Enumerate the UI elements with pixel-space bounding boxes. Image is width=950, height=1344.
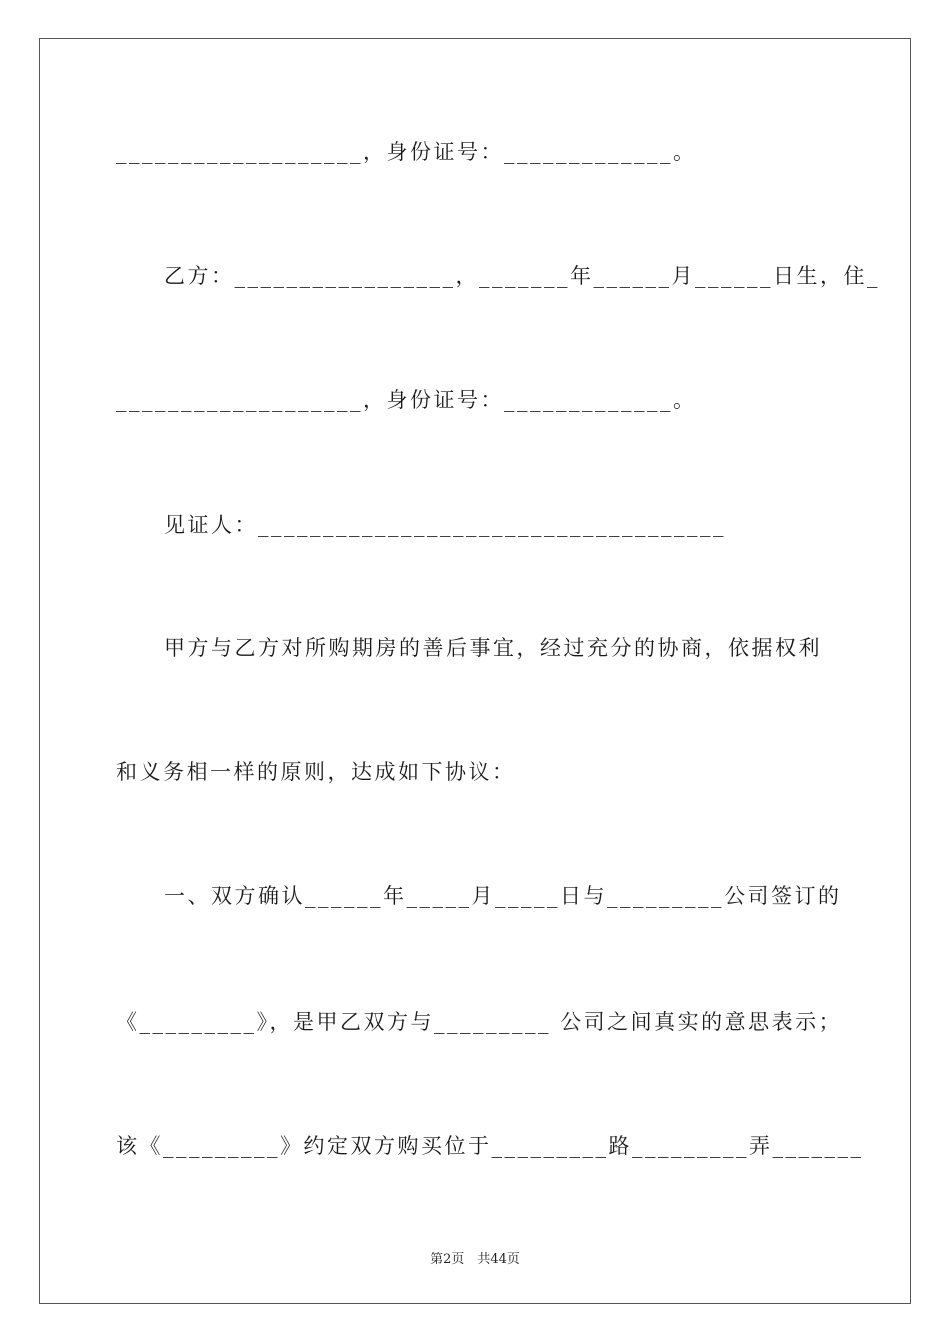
page-border	[39, 38, 911, 1304]
witness-line: 见证人：____________________________________	[164, 513, 726, 537]
preamble-line-2: 和义务相一样的原则，达成如下协议：	[116, 760, 516, 784]
party-b-line: 乙方：_________________，_______年______月______日生，住_	[164, 264, 880, 288]
clause-1-line-2: 《_________》，是甲乙双方与_________ 公司之间真实的意思表示；	[116, 1010, 843, 1034]
clause-1-line-1: 一、双方确认______年_____月_____日与_________公司签订的	[164, 884, 842, 908]
party-a-id-line: ___________________，身份证号：_____________。	[116, 140, 697, 164]
preamble-line-1: 甲方与乙方对所购期房的善后事宜，经过充分的协商，依据权利	[164, 636, 822, 660]
page-number-footer: 第2页 共44页	[430, 1252, 520, 1267]
party-b-id-line: ___________________，身份证号：_____________。	[116, 388, 697, 412]
clause-1-line-3: 该《_________》约定双方购买位于_________路_________弄_______	[116, 1134, 864, 1158]
